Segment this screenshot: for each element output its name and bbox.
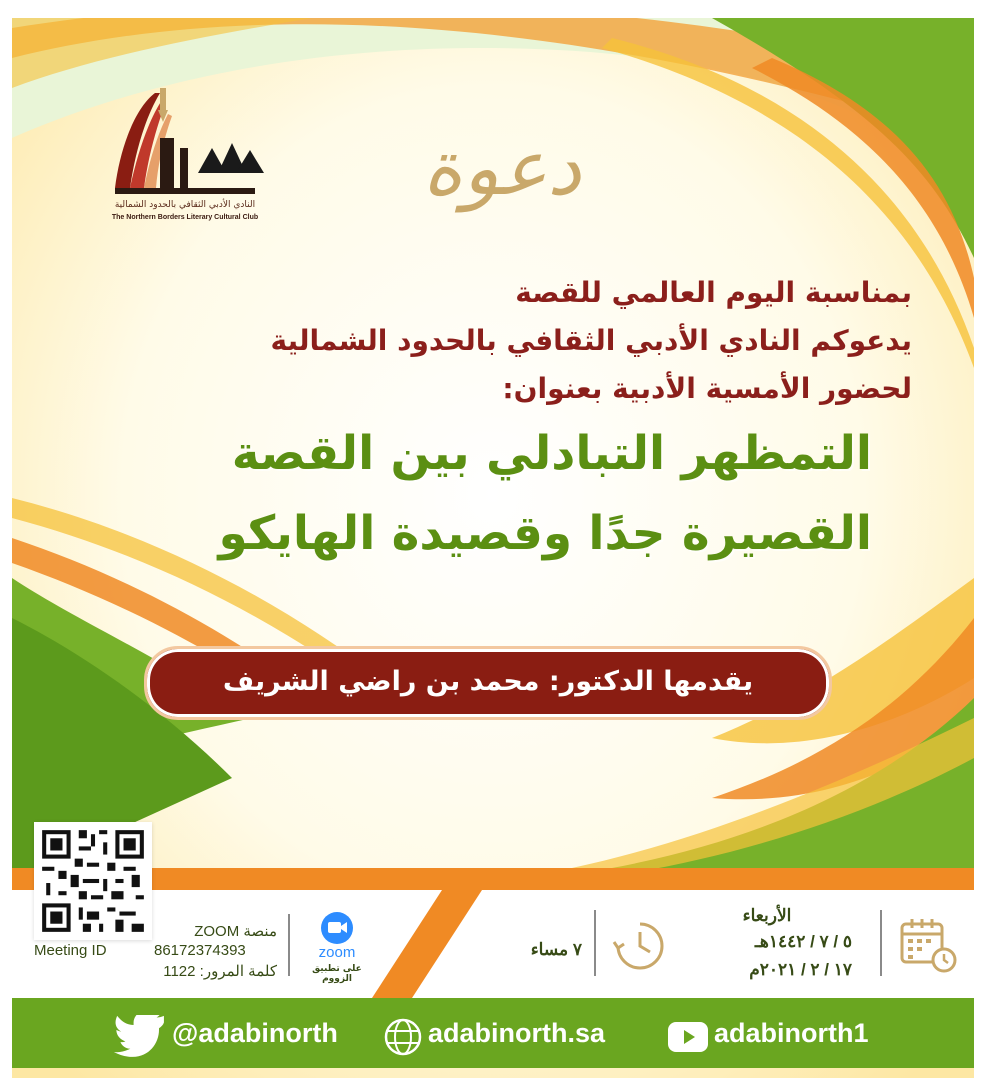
logo-name-en: The Northern Borders Literary Cultural Club [111,214,259,221]
intro-line-3: لحضور الأمسية الأدبية بعنوان: [502,372,912,405]
youtube-icon[interactable] [668,1022,708,1052]
presenter-banner: يقدمها الدكتور: محمد بن راضي الشريف [144,646,832,720]
divider [880,910,882,976]
invitation-card [12,18,974,1078]
meeting-password: كلمة المرور: 1122 [163,963,277,980]
zoom-caption: على تطبيق الزووم [312,964,362,984]
twitter-handle[interactable]: @adabinorth [172,1018,338,1048]
zoom-platform: منصة ZOOM [194,923,277,940]
divider [288,914,290,976]
zoom-wordmark: zoom [318,944,356,961]
clock-icon [612,918,668,974]
event-day: الأربعاء [742,906,792,925]
logo-name-ar: النادي الأدبي الثقافي بالحدود الشمالية [114,200,256,210]
youtube-channel[interactable]: adabinorth1 [714,1018,869,1048]
event-title-line-2: القصيرة جدًا وقصيدة الهايكو [218,506,872,561]
meeting-id-label: Meeting ID [34,942,107,959]
logo-graphic [100,88,270,198]
intro-line-2: يدعوكم النادي الأدبي الثقافي بالحدود الشمالية [270,324,912,357]
divider [594,910,596,976]
meeting-id[interactable]: 86172374393 [154,942,246,959]
intro-line-1: بمناسبة اليوم العالمي للقصة [515,276,912,309]
calendar-icon [898,916,958,974]
invitation-calligraphy: دعوة [422,123,582,212]
club-logo [100,88,270,238]
event-title-line-1: التمظهر التبادلي بين القصة [231,426,872,481]
event-date-gregorian: ١٧ / ٢ / ٢٠٢١م [749,960,852,979]
twitter-icon[interactable] [112,1015,170,1061]
globe-icon [384,1018,422,1056]
website[interactable]: adabinorth.sa [428,1018,606,1048]
event-time: ٧ مساء [530,940,582,959]
zoom-icon [302,910,372,982]
event-date-hijri: ٥ / ٧ / ١٤٤٢هـ [754,932,852,951]
